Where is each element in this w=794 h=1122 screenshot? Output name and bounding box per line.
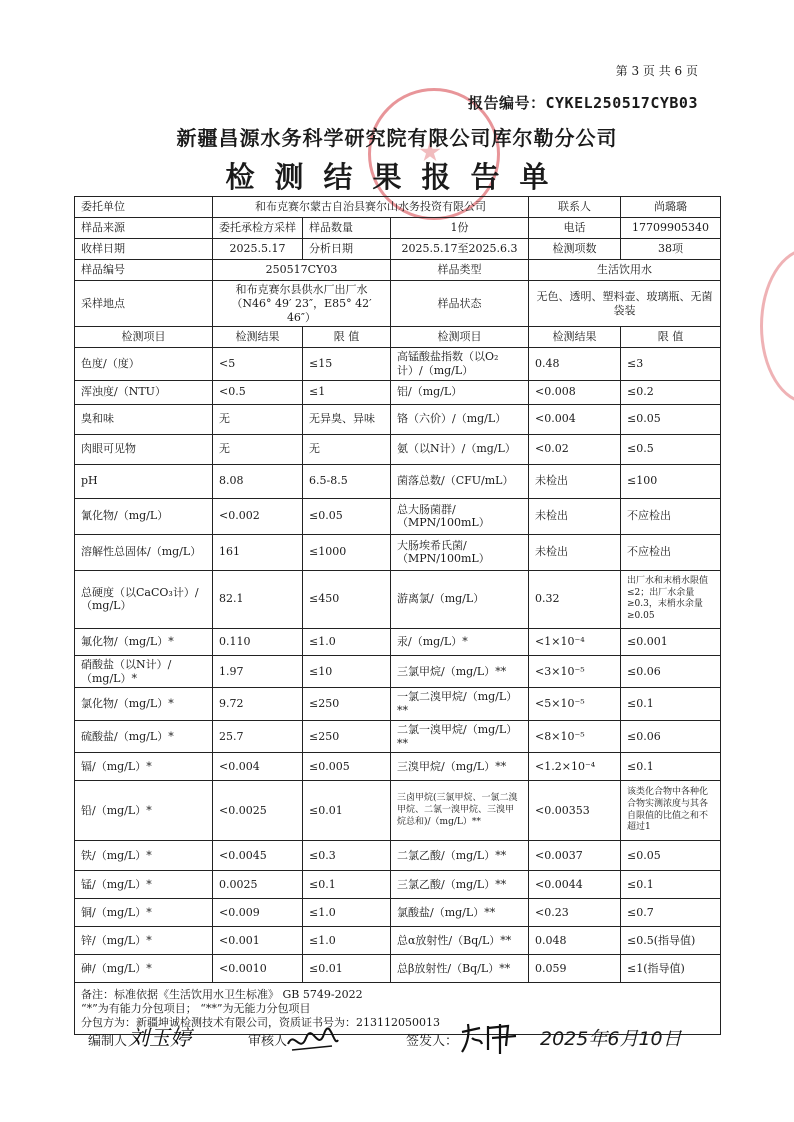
limit-value: ≤0.3 — [303, 841, 391, 871]
result-value: <5 — [213, 348, 303, 381]
limit-value: ≤0.1 — [621, 688, 721, 721]
item-name: 游离氯/（mg/L） — [391, 570, 529, 628]
contact-value: 尚璐璐 — [621, 197, 721, 218]
phone-value: 17709905340 — [621, 218, 721, 239]
compiler-label: 编制人 — [88, 1034, 128, 1049]
item-name: 高锰酸盐指数（以O₂计）/（mg/L） — [391, 348, 529, 381]
label: 联系人 — [529, 197, 621, 218]
item-name: 总硬度（以CaCO₃计）/（mg/L） — [75, 570, 213, 628]
result-value: 9.72 — [213, 688, 303, 721]
limit-value: 6.5-8.5 — [303, 464, 391, 498]
result-value: <8×10⁻⁵ — [529, 720, 621, 753]
item-name: 三溴甲烷/（mg/L）** — [391, 753, 529, 781]
source-value: 委托承检方采样 — [213, 218, 303, 239]
item-name: 二氯一溴甲烷/（mg/L）** — [391, 720, 529, 753]
item-name: 色度/（度） — [75, 348, 213, 381]
table-header — [75, 327, 721, 348]
item-name: 铁/（mg/L）* — [75, 841, 213, 871]
limit-value: ≤0.1 — [621, 753, 721, 781]
state-value: 无色、透明、塑料壶、玻璃瓶、无菌袋装 — [529, 281, 721, 327]
item-name: 二氯乙酸/（mg/L）** — [391, 841, 529, 871]
result-value: <0.02 — [529, 434, 621, 464]
table-row — [75, 570, 721, 628]
label: 收样日期 — [75, 239, 213, 260]
label: 委托单位 — [75, 197, 213, 218]
limit-value: ≤0.05 — [621, 841, 721, 871]
result-value: 0.059 — [529, 955, 621, 983]
column-header: 检测项目 — [75, 327, 213, 348]
limit-value: ≤0.1 — [621, 871, 721, 899]
info-row-source — [75, 218, 721, 239]
limit-value: 无 — [303, 434, 391, 464]
item-name: 肉眼可见物 — [75, 434, 213, 464]
info-row-client — [75, 197, 721, 218]
signer-signature — [458, 1018, 522, 1058]
limit-value: 无异臭、异味 — [303, 404, 391, 434]
result-value: 无 — [213, 434, 303, 464]
limit-value: 出厂水和末梢水限值≤2；出厂水余量≥0.3，末梢水余量≥0.05 — [621, 570, 721, 628]
report-table — [74, 196, 721, 1035]
label: 样品编号 — [75, 260, 213, 281]
result-value: <0.0025 — [213, 781, 303, 841]
limit-value: ≤0.005 — [303, 753, 391, 781]
limit-value: 该类化合物中各种化合物实测浓度与其各自限值的比值之和不超过1 — [621, 781, 721, 841]
label: 样品来源 — [75, 218, 213, 239]
items-value: 38项 — [621, 239, 721, 260]
column-header: 检测结果 — [529, 327, 621, 348]
limit-value: ≤0.5(指导值) — [621, 927, 721, 955]
item-name: 三氯乙酸/（mg/L）** — [391, 871, 529, 899]
table-row — [75, 955, 721, 983]
result-value: 无 — [213, 404, 303, 434]
limit-value: ≤0.2 — [621, 380, 721, 404]
received-value: 2025.5.17 — [213, 239, 303, 260]
item-name: 臭和味 — [75, 404, 213, 434]
item-name: 砷/（mg/L）* — [75, 955, 213, 983]
result-value: <0.004 — [213, 753, 303, 781]
result-value: <0.00353 — [529, 781, 621, 841]
limit-value: ≤10 — [303, 655, 391, 688]
item-name: pH — [75, 464, 213, 498]
result-value: 8.08 — [213, 464, 303, 498]
label: 分析日期 — [303, 239, 391, 260]
item-name: 总大肠菌群/（MPN/100mL） — [391, 498, 529, 534]
note-subcontractor: 分包方为：新疆坤诚检测技术有限公司，资质证书号为：213112050013 — [81, 1015, 440, 1029]
table-row — [75, 841, 721, 871]
result-value: 未检出 — [529, 534, 621, 570]
item-name: 氟化物/（mg/L）* — [75, 628, 213, 655]
item-name: 三氯甲烷/（mg/L）** — [391, 655, 529, 688]
label: 样品状态 — [391, 281, 529, 327]
site-line2: （N46° 49′ 23″，E85° 42′ 46″） — [231, 296, 372, 324]
item-name: 浑浊度/（NTU） — [75, 380, 213, 404]
reviewer-signature — [284, 1026, 340, 1056]
table-row — [75, 498, 721, 534]
reviewer-label: 审核人 — [248, 1034, 288, 1049]
result-value: 未检出 — [529, 498, 621, 534]
label: 采样地点 — [75, 281, 213, 327]
table-row — [75, 348, 721, 381]
result-value: 25.7 — [213, 720, 303, 753]
analysis-value: 2025.5.17至2025.6.3 — [391, 239, 529, 260]
table-row — [75, 688, 721, 721]
item-name: 总α放射性/（Bq/L）** — [391, 927, 529, 955]
table-row — [75, 781, 721, 841]
result-value: 1.97 — [213, 655, 303, 688]
compiler-signature: 刘玉婷 — [128, 1026, 191, 1050]
table-row — [75, 871, 721, 899]
limit-value: 不应检出 — [621, 498, 721, 534]
result-value: <1×10⁻⁴ — [529, 628, 621, 655]
limit-value: ≤0.7 — [621, 899, 721, 927]
item-name: 大肠埃希氏菌/（MPN/100mL） — [391, 534, 529, 570]
result-value: 0.32 — [529, 570, 621, 628]
sample-type-value: 生活饮用水 — [529, 260, 721, 281]
column-header: 限 值 — [303, 327, 391, 348]
item-name: 镉/（mg/L）* — [75, 753, 213, 781]
item-name: 硝酸盐（以N计）/（mg/L）* — [75, 655, 213, 688]
limit-value: ≤0.01 — [303, 955, 391, 983]
result-value: <3×10⁻⁵ — [529, 655, 621, 688]
item-name: 氰化物/（mg/L） — [75, 498, 213, 534]
limit-value: ≤1.0 — [303, 628, 391, 655]
result-value: <0.001 — [213, 927, 303, 955]
document-title: 检测结果报告单 — [225, 160, 569, 194]
result-value: 0.48 — [529, 348, 621, 381]
column-header: 检测结果 — [213, 327, 303, 348]
limit-value: ≤0.5 — [621, 434, 721, 464]
info-row-sample — [75, 260, 721, 281]
item-name: 铜/（mg/L）* — [75, 899, 213, 927]
result-value: <5×10⁻⁵ — [529, 688, 621, 721]
company-name: 新疆昌源水务科学研究院有限公司库尔勒分公司 — [176, 126, 618, 150]
result-value: <0.004 — [529, 404, 621, 434]
qty-value: 1份 — [391, 218, 529, 239]
item-name: 氯酸盐/（mg/L）** — [391, 899, 529, 927]
item-name: 溶解性总固体/（mg/L） — [75, 534, 213, 570]
limit-value: ≤0.06 — [621, 655, 721, 688]
result-value: 未检出 — [529, 464, 621, 498]
limit-value: ≤250 — [303, 720, 391, 753]
item-name: 氯化物/（mg/L）* — [75, 688, 213, 721]
limit-value: ≤0.05 — [303, 498, 391, 534]
label: 样品类型 — [391, 260, 529, 281]
seal-stamp-partial — [760, 248, 794, 404]
sign-date: 2025年6月10日 — [540, 1028, 682, 1050]
result-value: <0.002 — [213, 498, 303, 534]
result-value: <0.009 — [213, 899, 303, 927]
table-row — [75, 404, 721, 434]
note-standard: 备注：标准依据《生活饮用水卫生标准》 GB 5749-2022 — [81, 988, 363, 1002]
limit-value: ≤0.01 — [303, 781, 391, 841]
item-name: 硫酸盐/（mg/L）* — [75, 720, 213, 753]
limit-value: ≤450 — [303, 570, 391, 628]
table-row — [75, 434, 721, 464]
info-row-site — [75, 281, 721, 327]
result-value: 0.0025 — [213, 871, 303, 899]
signer-label: 签发人： — [406, 1034, 459, 1049]
note-subcontract: “*”为有能力分包项目； “**”为无能力分包项目 — [81, 1001, 311, 1015]
result-value: <0.0044 — [529, 871, 621, 899]
result-value: <0.5 — [213, 380, 303, 404]
item-name: 菌落总数/（CFU/mL） — [391, 464, 529, 498]
limit-value: ≤1.0 — [303, 927, 391, 955]
item-name: 锰/（mg/L）* — [75, 871, 213, 899]
table-row — [75, 380, 721, 404]
table-row — [75, 628, 721, 655]
item-name: 一氯二溴甲烷/（mg/L）** — [391, 688, 529, 721]
result-value: 0.110 — [213, 628, 303, 655]
table-row — [75, 753, 721, 781]
result-value: 161 — [213, 534, 303, 570]
item-name: 铬（六价）/（mg/L） — [391, 404, 529, 434]
result-value: <0.23 — [529, 899, 621, 927]
limit-value: ≤1000 — [303, 534, 391, 570]
table-row — [75, 720, 721, 753]
item-name: 铝/（mg/L） — [391, 380, 529, 404]
site-line1: 和布克赛尔县供水厂出厂水 — [235, 283, 368, 296]
item-name: 铅/（mg/L）* — [75, 781, 213, 841]
limit-value: ≤1 — [303, 380, 391, 404]
signature-area — [0, 1022, 794, 1062]
limit-value: ≤15 — [303, 348, 391, 381]
limit-value: ≤0.06 — [621, 720, 721, 753]
table-row — [75, 899, 721, 927]
site-value — [213, 281, 391, 327]
result-value: 82.1 — [213, 570, 303, 628]
result-value: <0.0037 — [529, 841, 621, 871]
label: 检测项数 — [529, 239, 621, 260]
item-name: 总β放射性/（Bq/L）** — [391, 955, 529, 983]
limit-value: ≤0.001 — [621, 628, 721, 655]
item-name: 三卤甲烷(三氯甲烷、一氯二溴甲烷、二氯一溴甲烷、三溴甲烷总和)/（mg/L）** — [391, 781, 529, 841]
limit-value: ≤3 — [621, 348, 721, 381]
limit-value: ≤0.1 — [303, 871, 391, 899]
result-value: 0.048 — [529, 927, 621, 955]
limit-value: ≤100 — [621, 464, 721, 498]
sample-no-value: 250517CY03 — [213, 260, 391, 281]
table-row — [75, 655, 721, 688]
client-value: 和布克赛尔蒙古自治县赛尔山水务投资有限公司 — [213, 197, 529, 218]
label: 电话 — [529, 218, 621, 239]
page-number: 第 3 页 共 6 页 — [615, 64, 698, 78]
limit-value: ≤0.05 — [621, 404, 721, 434]
report-number: 报告编号：CYKEL250517CYB03 — [468, 94, 698, 112]
column-header: 检测项目 — [391, 327, 529, 348]
table-row — [75, 927, 721, 955]
limit-value: ≤1.0 — [303, 899, 391, 927]
column-header: 限 值 — [621, 327, 721, 348]
result-value: <0.0010 — [213, 955, 303, 983]
limit-value: ≤1(指导值) — [621, 955, 721, 983]
info-row-dates — [75, 239, 721, 260]
result-value: <0.008 — [529, 380, 621, 404]
result-value: <1.2×10⁻⁴ — [529, 753, 621, 781]
table-row — [75, 464, 721, 498]
item-name: 汞/（mg/L）* — [391, 628, 529, 655]
limit-value: ≤250 — [303, 688, 391, 721]
result-value: <0.0045 — [213, 841, 303, 871]
limit-value: 不应检出 — [621, 534, 721, 570]
item-name: 氨（以N计）/（mg/L） — [391, 434, 529, 464]
item-name: 锌/（mg/L）* — [75, 927, 213, 955]
label: 样品数量 — [303, 218, 391, 239]
table-row — [75, 534, 721, 570]
